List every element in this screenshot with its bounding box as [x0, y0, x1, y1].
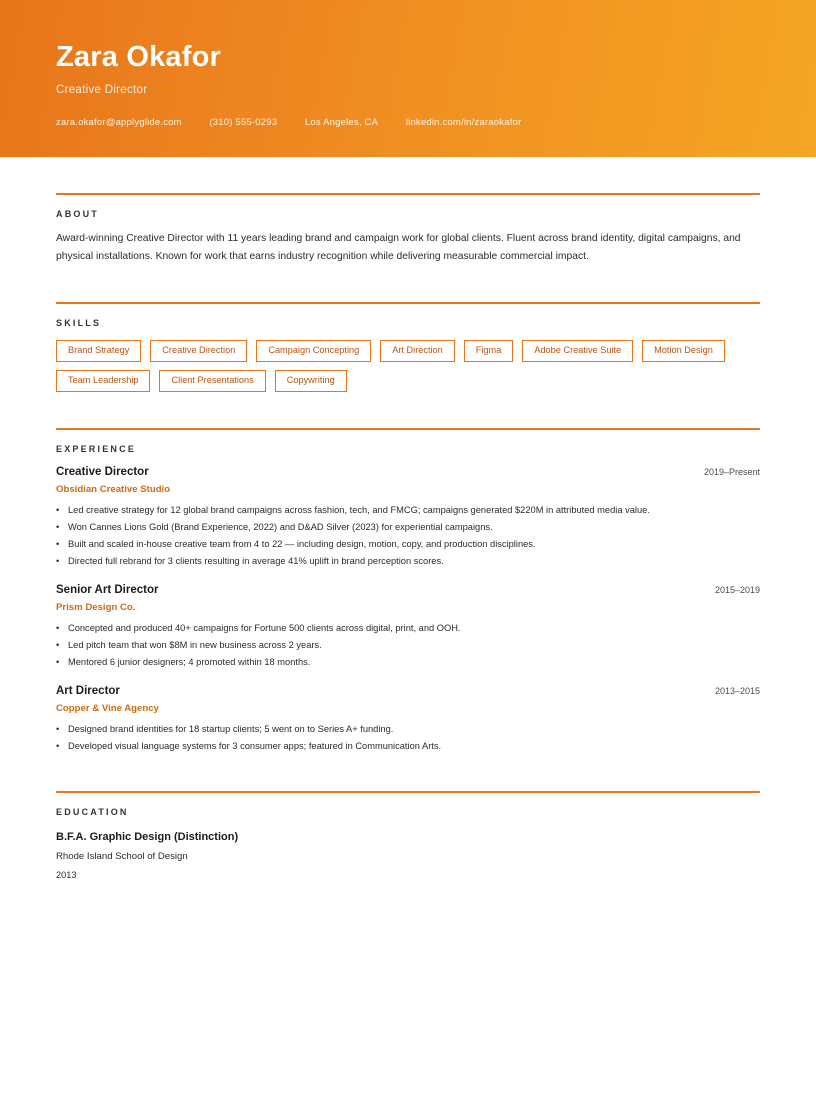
bullet-dot-icon: • — [56, 623, 60, 634]
experience-item — [56, 685, 760, 755]
skill-chip: Motion Design — [642, 340, 725, 362]
section-heading-skills: SKILLS — [56, 318, 102, 329]
contact-email[interactable]: zara.okafor@applyglide.com — [56, 116, 182, 128]
skill-chip: Art Direction — [380, 340, 455, 362]
skill-chip: Team Leadership — [56, 370, 150, 392]
bullet-dot-icon: • — [56, 740, 60, 751]
job-role: Art Director — [56, 684, 120, 697]
experience-item — [56, 584, 760, 671]
skill-chip: Brand Strategy — [56, 340, 141, 362]
section-heading-education: EDUCATION — [56, 806, 129, 817]
bullet-text: Led creative strategy for 12 global brand campaigns across fashion, tech, and FMCG; campaigns generated $220M in attributed media value. — [68, 505, 650, 516]
bullet-text: Developed visual language systems for 3 consumer apps; featured in Communication Arts. — [68, 740, 442, 751]
job-bullet — [56, 721, 760, 738]
job-bullet — [56, 620, 760, 637]
job-dates: 2013–2015 — [714, 685, 760, 696]
bullet-text: Won Cannes Lions Gold (Brand Experience, 2022) and D&AD Silver (2023) for experiential campaigns. — [68, 522, 493, 533]
job-dates: 2015–2019 — [714, 585, 760, 596]
job-company: Prism Design Co. — [56, 602, 136, 614]
job-role: Senior Art Director — [56, 584, 159, 597]
job-bullets — [56, 502, 760, 570]
job-bullets — [56, 620, 760, 671]
skill-chip: Creative Direction — [150, 340, 247, 362]
bullet-dot-icon: • — [56, 639, 60, 650]
resume-header — [0, 0, 816, 157]
section-divider — [56, 791, 760, 793]
education-degree: B.F.A. Graphic Design (Distinction) — [56, 830, 239, 843]
bullet-text: Directed full rebrand for 3 clients resulting in average 41% uplift in brand perception scores. — [68, 556, 444, 567]
bullet-dot-icon: • — [56, 539, 60, 550]
bullet-text: Concepted and produced 40+ campaigns for Fortune 500 clients across digital, print, and OOH. — [68, 623, 461, 634]
job-company: Copper & Vine Agency — [56, 702, 159, 714]
skill-chip: Adobe Creative Suite — [522, 340, 633, 362]
experience-item-header — [56, 584, 760, 596]
experience-item-header — [56, 685, 760, 697]
contact-linkedin[interactable]: linkedin.com/in/zaraokafor — [405, 116, 522, 128]
resume-body — [0, 193, 816, 880]
job-bullet — [56, 519, 760, 536]
contact-phone[interactable]: (310) 555-0293 — [209, 116, 278, 128]
job-bullets — [56, 721, 760, 755]
bullet-text: Designed brand identities for 18 startup clients; 5 went on to Series A+ funding. — [68, 723, 394, 734]
section-divider — [56, 193, 760, 195]
contact-bar — [56, 117, 760, 128]
skill-chip: Figma — [464, 340, 514, 362]
bullet-dot-icon: • — [56, 522, 60, 533]
education-item — [56, 831, 760, 880]
bullet-dot-icon: • — [56, 656, 60, 667]
bullet-text: Built and scaled in-house creative team from 4 to 22 — including design, motion, copy, and production disciplines. — [68, 539, 536, 550]
education-school: Rhode Island School of Design — [56, 850, 188, 862]
job-dates: 2019–Present — [703, 467, 760, 478]
job-bullet — [56, 502, 760, 519]
bullet-text: Led pitch team that won $8M in new business across 2 years. — [68, 639, 322, 650]
skills-list — [56, 340, 760, 392]
experience-item — [56, 466, 760, 570]
bullet-dot-icon: • — [56, 723, 60, 734]
job-bullet — [56, 654, 760, 671]
experience-list — [56, 466, 760, 754]
skill-chip: Copywriting — [275, 370, 347, 392]
bullet-dot-icon: • — [56, 556, 60, 567]
job-bullet — [56, 553, 760, 570]
skill-chip: Client Presentations — [159, 370, 265, 392]
bullet-dot-icon: • — [56, 505, 60, 516]
job-bullet — [56, 536, 760, 553]
header-subtitle: Creative Director — [56, 83, 148, 96]
section-divider — [56, 428, 760, 430]
section-heading-experience: EXPERIENCE — [56, 444, 137, 455]
job-company: Obsidian Creative Studio — [56, 484, 171, 496]
page-title: Zara Okafor — [56, 41, 221, 73]
about-paragraph: Award-winning Creative Director with 11 years leading brand and campaign work for global clients. Fluent across brand identity, digital campaigns, and physical installations. Known for work that earns industry recognition while delivering measurable commercial impact. — [56, 233, 741, 263]
education-year: 2013 — [56, 869, 77, 880]
section-divider — [56, 302, 760, 304]
section-heading-about: ABOUT — [56, 209, 99, 219]
job-bullet — [56, 637, 760, 654]
skill-chip: Campaign Concepting — [256, 340, 371, 362]
bullet-text: Mentored 6 junior designers; 4 promoted within 18 months. — [68, 656, 311, 667]
contact-location: Los Angeles, CA — [304, 116, 379, 128]
job-role: Creative Director — [56, 466, 149, 479]
experience-item-header — [56, 466, 760, 478]
job-bullet — [56, 738, 760, 755]
